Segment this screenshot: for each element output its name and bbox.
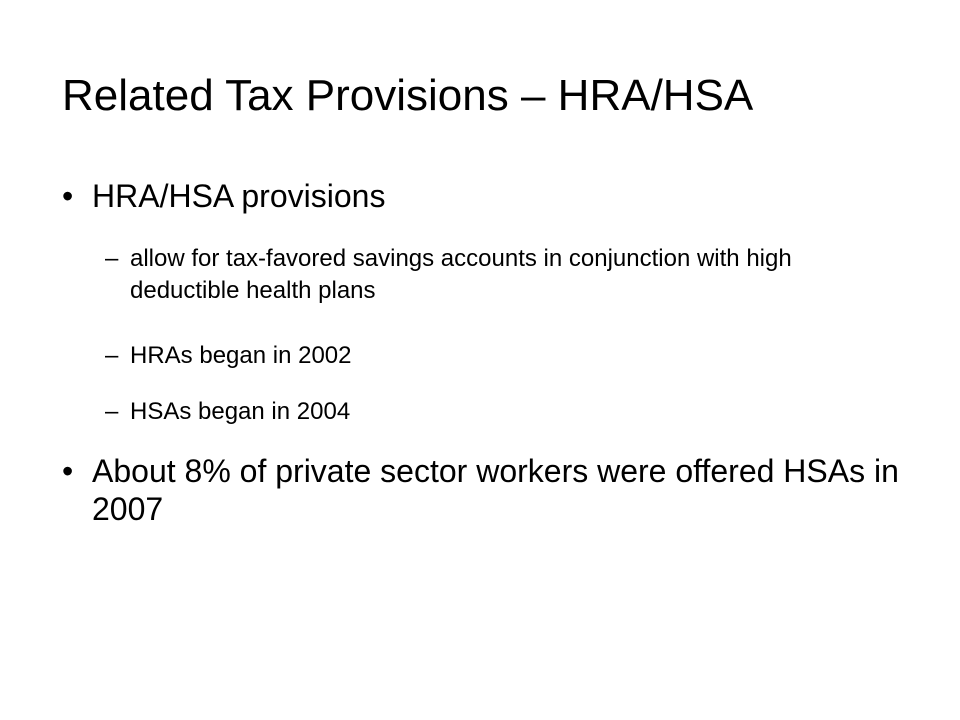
sub-bullet-marker: – xyxy=(105,245,119,272)
bullet-marker: • xyxy=(62,178,74,214)
bullet-hsa-offering-rate xyxy=(62,452,902,528)
bullet-text: About 8% of private sector workers were offered HSAs in 2007 xyxy=(92,453,899,527)
sub-bullet-tax-favored-accounts xyxy=(105,243,895,307)
sub-bullet-text: HSAs began in 2004 xyxy=(130,398,351,425)
slide-title: Related Tax Provisions – HRA/HSA xyxy=(62,71,754,120)
sub-bullet-hsas-began xyxy=(105,396,895,428)
sub-bullet-marker: – xyxy=(105,398,119,425)
bullet-text: HRA/HSA provisions xyxy=(92,178,386,214)
sub-bullet-text: HRAs began in 2002 xyxy=(130,342,352,369)
sub-bullet-marker: – xyxy=(105,342,119,369)
bullet-hra-hsa-provisions xyxy=(62,177,902,215)
sub-bullet-hras-began xyxy=(105,340,895,372)
bullet-marker: • xyxy=(62,453,74,489)
sub-bullet-text: allow for tax-favored savings accounts in conjunction with high deductible health plans xyxy=(130,245,792,304)
